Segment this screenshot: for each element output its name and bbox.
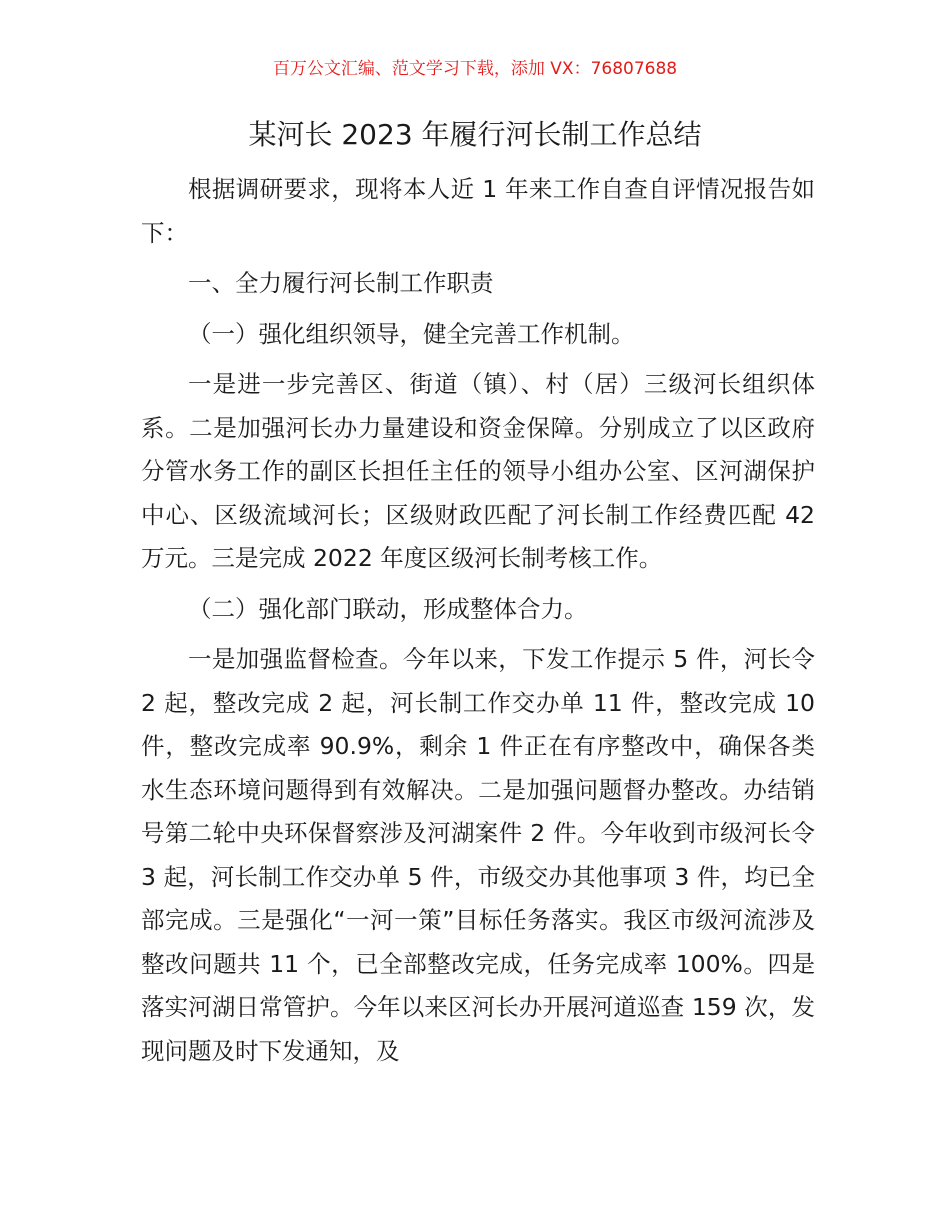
- paragraph-intro: 根据调研要求，现将本人近 1 年来工作自查自评情况报告如下：: [141, 175, 815, 247]
- document-body: [141, 168, 815, 1080]
- document-title: 某河长 2023 年履行河长制工作总结: [248, 118, 702, 151]
- paragraph-organization: 一是进一步完善区、街道（镇）、村（居）三级河长组织体系。二是加强河长办力量建设和资金保障。分别成立了以区政府分管水务工作的副区长担任主任的领导小组办公室、区河湖保护中心、区级流域河长；区级财政匹配了河长制工作经费匹配 42 万元。三是完成 2022 年度区级河长制考核工作。: [141, 370, 815, 572]
- paragraph-supervision: 一是加强监督检查。今年以来，下发工作提示 5 件，河长令 2 起，整改完成 2 起，河长制工作交办单 11 件，整改完成 10 件，整改完成率 90.9%，剩余 1 件正在有序整改中，确保各类水生态环境问题得到有效解决。二是加强问题督办整改。办结销号第二轮中央环保督察涉及河湖案件 2 件。今年收到市级河长令 3 起，河长制工作交办单 5 件，市级交办其他事项 3 件，均已全部完成。三是强化“一河一策”目标任务落实。我区市级河流涉及整改问题共 11 个，已全部整改完成，任务完成率 100%。四是落实河湖日常管护。今年以来区河长办开展河道巡查 159 次，发现问题及时下发通知，及: [141, 645, 815, 1065]
- section-heading-1: 一、全力履行河长制工作职责: [188, 269, 494, 297]
- subsection-heading-1: （一）强化组织领导，健全完善工作机制。: [188, 319, 635, 348]
- subsection-heading-2: （二）强化部门联动，形成整体合力。: [188, 594, 588, 623]
- header-watermark-note: 百万公文汇编、范文学习下载，添加 VX：76807688: [272, 59, 678, 79]
